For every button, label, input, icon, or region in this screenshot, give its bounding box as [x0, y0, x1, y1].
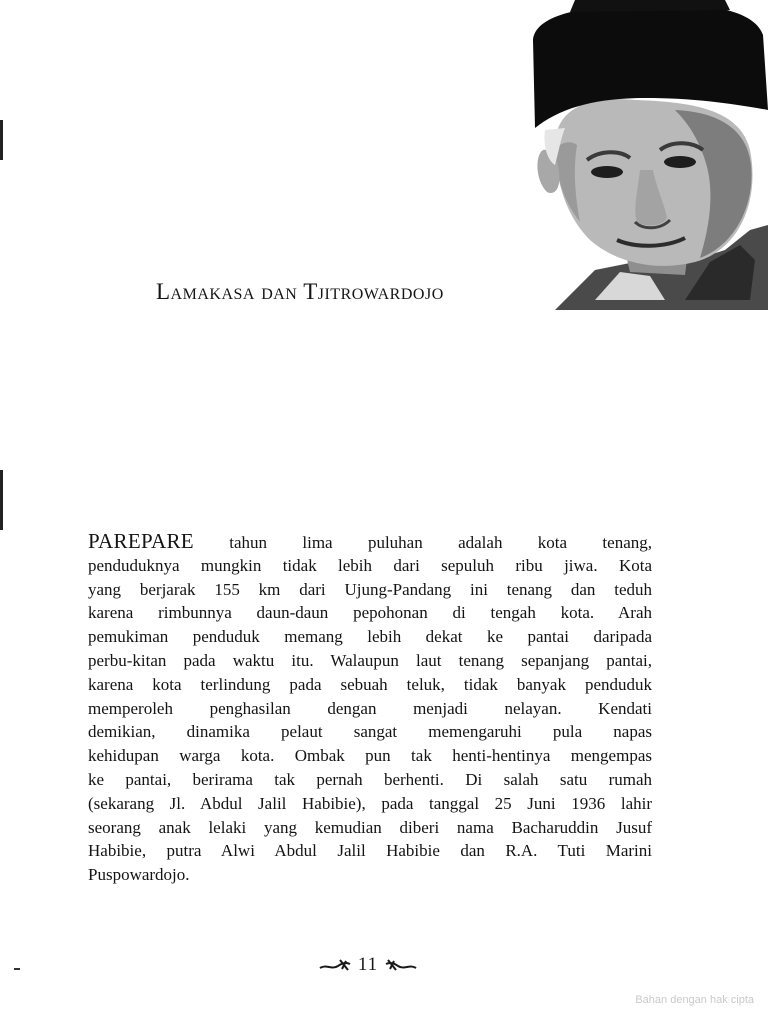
left-ornament-icon: [318, 958, 352, 972]
scan-dash-mark: [14, 968, 20, 970]
body-line: yang berjarak 155 km dari Ujung-Pandang ini tenang dan teduh: [88, 579, 652, 599]
body-line: kehidupan warga kota. Ombak pun tak henti-hentinya mengempas: [88, 746, 652, 766]
first-line-rest: tahun lima puluhan adalah kota tenang,: [193, 533, 652, 552]
body-paragraph: [88, 530, 652, 887]
body-line: perbu-kitan pada waktu itu. Walaupun laut tenang sepanjang pantai,: [88, 650, 652, 670]
body-line: karena rimbunnya daun-daun pepohonan di tengah kota. Arah: [88, 603, 652, 623]
page-number-text: 11: [357, 954, 379, 975]
body-line: seorang anak lelaki yang kemudian diberi nama Bacharuddin Jusuf: [88, 817, 652, 837]
body-line: penduduknya mungkin tidak lebih dari sepuluh ribu jiwa. Kota: [88, 555, 652, 575]
page-number: [312, 951, 424, 979]
body-line: pemukiman penduduk memang lebih dekat ke pantai daripada: [88, 627, 652, 647]
body-line: Habibie, putra Alwi Abdul Jalil Habibie dan R.A. Tuti Marini: [88, 841, 652, 861]
scan-edge-mark: [0, 120, 3, 160]
chapter-title: Lamakasa dan Tjitrowardojo: [156, 279, 444, 304]
body-line: demikian, dinamika pelaut sangat memengaruhi pula napas: [88, 722, 652, 742]
scan-edge-mark: [0, 470, 3, 530]
copyright-watermark: Bahan dengan hak cipta: [635, 994, 754, 1006]
body-line: karena kota terlindung pada sebuah teluk, tidak banyak penduduk: [88, 674, 652, 694]
body-line: memperoleh penghasilan dengan menjadi nelayan. Kendati: [88, 698, 652, 718]
right-ornament-icon: [384, 958, 418, 972]
portrait-photo: [525, 0, 768, 310]
body-line: Puspowardojo.: [88, 865, 190, 885]
lead-word: PAREPARE: [88, 529, 194, 553]
body-line: [88, 530, 652, 554]
body-line: ke pantai, berirama tak pernah berhenti. Di salah satu rumah: [88, 769, 652, 789]
body-line: (sekarang Jl. Abdul Jalil Habibie), pada tanggal 25 Juni 1936 lahir: [88, 793, 652, 813]
